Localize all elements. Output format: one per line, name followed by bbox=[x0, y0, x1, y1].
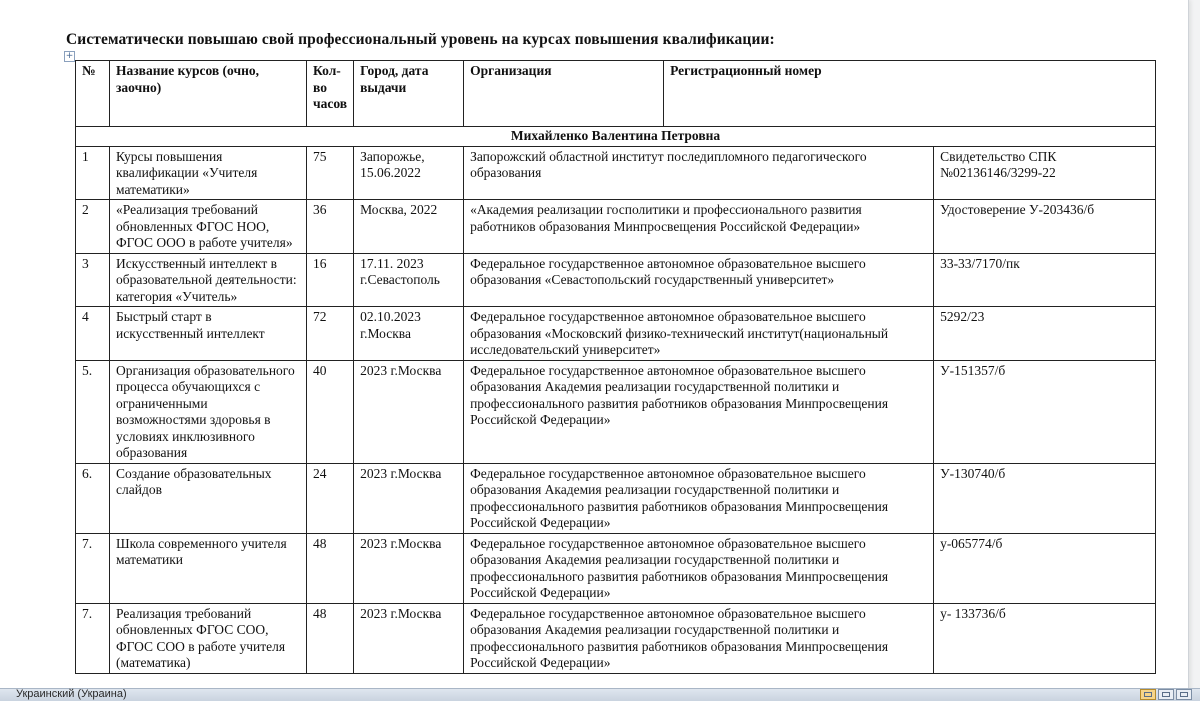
table-row bbox=[76, 200, 1156, 254]
header-hours: Кол-во часов bbox=[307, 61, 354, 127]
header-organization: Организация bbox=[464, 61, 664, 127]
cell-no: 7. bbox=[76, 533, 110, 603]
cell-no: 3 bbox=[76, 253, 110, 307]
cell-no: 2 bbox=[76, 200, 110, 254]
cell-organization: Федеральное государственное автономное образовательное высшего образования Академия реализации государственной политики и профессионального развития работников образования Минпросвещения Российской Федерации» bbox=[464, 463, 934, 533]
cell-organization: Федеральное государственное автономное образовательное высшего образования «Севастопольский государственный университет» bbox=[464, 253, 934, 307]
language-indicator[interactable]: Украинский (Украина) bbox=[16, 688, 127, 700]
cell-reg-number: У-130740/б bbox=[934, 463, 1156, 533]
cell-course-title: Создание образовательных слайдов bbox=[110, 463, 307, 533]
cell-no: 1 bbox=[76, 146, 110, 200]
cell-reg-number: У-151357/б bbox=[934, 360, 1156, 463]
cell-course-title: Курсы повышения квалификации «Учителя математики» bbox=[110, 146, 307, 200]
cell-organization: «Академия реализации госполитики и профессионального развития работников образования Минпросвещения Российской Федерации» bbox=[464, 200, 934, 254]
table-row bbox=[76, 307, 1156, 361]
header-city-date: Город, дата выдачи bbox=[354, 61, 464, 127]
cell-city-date: 17.11. 2023 г.Севастополь bbox=[354, 253, 464, 307]
cell-reg-number: Удостоверение У-203436/б bbox=[934, 200, 1156, 254]
cell-reg-number: Свидетельство СПК №02136146/3299-22 bbox=[934, 146, 1156, 200]
cell-organization: Федеральное государственное автономное образовательное высшего образования Академия реализации государственной политики и профессионального развития работников образования Минпросвещения Российской Федерации» bbox=[464, 360, 934, 463]
cell-city-date: 02.10.2023 г.Москва bbox=[354, 307, 464, 361]
cell-hours: 72 bbox=[307, 307, 354, 361]
person-name-row bbox=[76, 127, 1156, 147]
table-move-handle-icon[interactable]: + bbox=[65, 51, 74, 61]
cell-hours: 36 bbox=[307, 200, 354, 254]
cell-city-date: 2023 г.Москва bbox=[354, 603, 464, 673]
header-reg-number: Регистрационный номер bbox=[664, 61, 1156, 127]
table-row bbox=[76, 463, 1156, 533]
cell-reg-number: у-065774/б bbox=[934, 533, 1156, 603]
cell-course-title: Организация образовательного процесса обучающихся с ограниченными возможностями здоровья в условиях инклюзивного образования bbox=[110, 360, 307, 463]
cell-no: 4 bbox=[76, 307, 110, 361]
cell-city-date: 2023 г.Москва bbox=[354, 463, 464, 533]
courses-table bbox=[75, 60, 1156, 674]
cell-hours: 16 bbox=[307, 253, 354, 307]
cell-organization: Запорожский областной институт последипломного педагогического образования bbox=[464, 146, 934, 200]
cell-hours: 40 bbox=[307, 360, 354, 463]
page-heading: Систематически повышаю свой профессиональный уровень на курсах повышения квалификации: bbox=[66, 31, 775, 48]
cell-city-date: Москва, 2022 bbox=[354, 200, 464, 254]
cell-hours: 48 bbox=[307, 533, 354, 603]
table-row bbox=[76, 360, 1156, 463]
person-name: Михайленко Валентина Петровна bbox=[76, 127, 1156, 147]
header-no: № bbox=[76, 61, 110, 127]
cell-course-title: Быстрый старт в искусственный интеллект bbox=[110, 307, 307, 361]
table-header-row bbox=[76, 61, 1156, 127]
cell-hours: 24 bbox=[307, 463, 354, 533]
full-screen-reading-view-icon[interactable] bbox=[1158, 689, 1174, 700]
table-row bbox=[76, 146, 1156, 200]
header-course-title: Название курсов (очно, заочно) bbox=[110, 61, 307, 127]
cell-reg-number: 5292/23 bbox=[934, 307, 1156, 361]
cell-organization: Федеральное государственное автономное образовательное высшего образования Академия реализации государственной политики и профессионального развития работников образования Минпросвещения Российской Федерации» bbox=[464, 603, 934, 673]
table-row bbox=[76, 253, 1156, 307]
cell-no: 6. bbox=[76, 463, 110, 533]
cell-city-date: Запорожье, 15.06.2022 bbox=[354, 146, 464, 200]
cell-course-title: «Реализация требований обновленных ФГОС НОО, ФГОС ООО в работе учителя» bbox=[110, 200, 307, 254]
cell-organization: Федеральное государственное автономное образовательное высшего образования Академия реализации государственной политики и профессионального развития работников образования Минпросвещения Российской Федерации» bbox=[464, 533, 934, 603]
cell-no: 5. bbox=[76, 360, 110, 463]
cell-reg-number: у- 133736/б bbox=[934, 603, 1156, 673]
print-layout-view-icon[interactable] bbox=[1140, 689, 1156, 700]
table-row bbox=[76, 533, 1156, 603]
cell-city-date: 2023 г.Москва bbox=[354, 533, 464, 603]
cell-course-title: Школа современного учителя математики bbox=[110, 533, 307, 603]
view-buttons bbox=[1140, 689, 1192, 700]
cell-hours: 75 bbox=[307, 146, 354, 200]
cell-organization: Федеральное государственное автономное образовательное высшего образования «Московский физико-технический институт(национальный исследовательский университет» bbox=[464, 307, 934, 361]
cell-hours: 48 bbox=[307, 603, 354, 673]
status-bar bbox=[0, 688, 1200, 701]
cell-course-title: Искусственный интеллект в образовательной деятельности: категория «Учитель» bbox=[110, 253, 307, 307]
table-row bbox=[76, 603, 1156, 673]
cell-reg-number: 33-33/7170/пк bbox=[934, 253, 1156, 307]
cell-city-date: 2023 г.Москва bbox=[354, 360, 464, 463]
cell-no: 7. bbox=[76, 603, 110, 673]
web-layout-view-icon[interactable] bbox=[1176, 689, 1192, 700]
cell-course-title: Реализация требований обновленных ФГОС СОО, ФГОС СОО в работе учителя (математика) bbox=[110, 603, 307, 673]
